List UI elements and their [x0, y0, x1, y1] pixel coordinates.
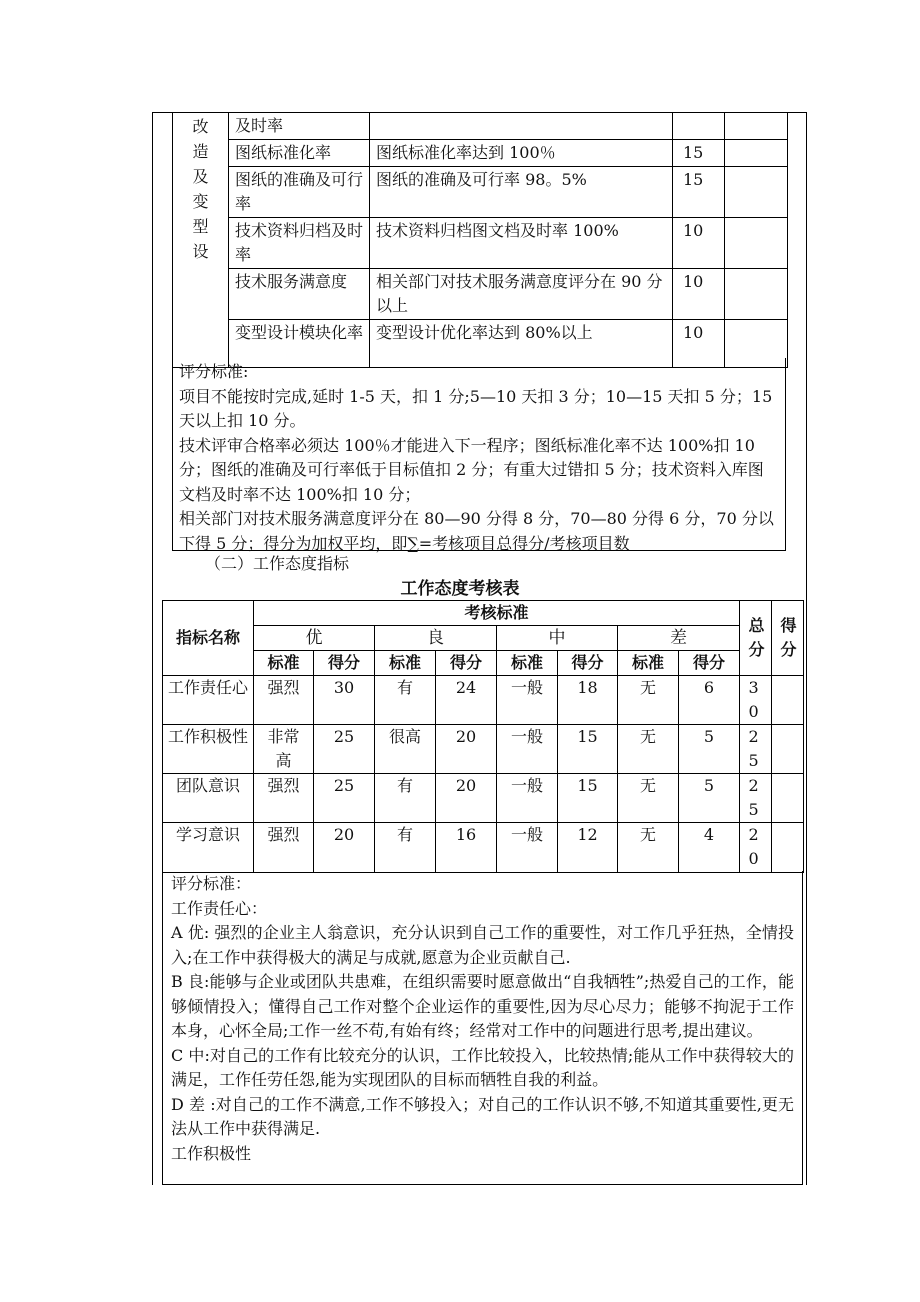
criteria-title: 评分标准:	[179, 362, 249, 381]
cell: 18	[558, 676, 618, 725]
cell: 强烈	[254, 823, 314, 873]
score-header-label: 得分	[780, 616, 797, 659]
level-row	[163, 626, 804, 651]
outer-border-left	[152, 112, 153, 551]
section-heading: （二）工作态度指标	[205, 554, 350, 573]
total-header-label: 总分	[748, 616, 765, 659]
score-header	[772, 601, 804, 676]
scoring-criteria-attitude	[162, 871, 803, 1185]
indicator-name: 技术服务满意度	[229, 269, 370, 320]
cell: 强烈	[254, 774, 314, 823]
level-excellent: 优	[254, 626, 375, 651]
criteria-paragraph: A 优: 强烈的企业主人翁意识，充分认识到自己工作的重要性，对工作几乎狂热，全情投入;在工作中获得极大的满足与成就,愿意为企业贡献自己.	[171, 923, 794, 967]
score-cell	[772, 725, 804, 774]
total-cell	[740, 774, 772, 823]
table-row	[163, 774, 804, 823]
score-cell	[772, 823, 804, 873]
cell: 一般	[497, 676, 558, 725]
cell: 无	[618, 725, 679, 774]
cell: 无	[618, 676, 679, 725]
category-label: 改造及变型设	[192, 117, 209, 261]
indicator-name: 团队意识	[163, 774, 254, 823]
indicator-name: 工作责任心	[163, 676, 254, 725]
indicator-name: 图纸标准化率	[229, 140, 370, 167]
header-row	[163, 601, 804, 626]
total-value: 20	[748, 825, 759, 868]
indicator-name: 技术资料归档及时率	[229, 218, 370, 269]
indicator-weight	[673, 113, 725, 140]
indicator-name: 学习意识	[163, 823, 254, 873]
total-cell	[740, 676, 772, 725]
table-row	[173, 113, 788, 140]
criteria-subtitle: 工作责任心：	[171, 898, 268, 918]
cell: 24	[436, 676, 497, 725]
indicator-weight: 10	[673, 218, 725, 269]
cell: 25	[314, 774, 375, 823]
outer-border-left-lower	[152, 551, 153, 1185]
indicator-standard	[370, 113, 673, 140]
indicator-score	[725, 218, 788, 269]
table-row	[173, 218, 788, 269]
cell: 5	[679, 774, 740, 823]
score-cell	[772, 676, 804, 725]
outer-border-top-right	[786, 112, 807, 113]
indicator-name: 工作积极性	[163, 725, 254, 774]
total-value: 25	[748, 776, 759, 819]
cell: 25	[314, 725, 375, 774]
indicator-score	[725, 269, 788, 320]
criteria-paragraph: C 中:对自己的工作有比较充分的认识，工作比较投入，比较热情;能从工作中获得较大的满足，工作任劳任怨,能为实现团队的目标而牺牲自我的利益。	[171, 1045, 794, 1089]
table-row	[163, 725, 804, 774]
cell-text: 非常高	[267, 727, 300, 770]
sub-score: 得分	[314, 651, 375, 676]
criteria-line: 相关部门对技术服务满意度评分在 80—90 分得 8 分，70—80 分得 6 分，70 分以下得 5 分；得分为加权平均，即∑=考核项目总得分/考核项目数	[179, 509, 774, 553]
indicator-standard: 相关部门对技术服务满意度评分在 90 分以上	[370, 269, 673, 320]
outer-border-right	[806, 112, 807, 551]
cell	[254, 725, 314, 774]
cell: 6	[679, 676, 740, 725]
table-row	[173, 269, 788, 320]
criteria-next-heading: 工作积极性	[171, 1143, 252, 1163]
criteria-line: 项目不能按时完成,延时 1-5 天，扣 1 分;5—10 天扣 3 分；10—15 天扣 5 分；15 天以上扣 10 分。	[179, 386, 773, 430]
subheader-row	[163, 651, 804, 676]
total-cell	[740, 725, 772, 774]
table-title: 工作态度考核表	[400, 579, 520, 599]
total-cell	[740, 823, 772, 873]
sub-score: 得分	[558, 651, 618, 676]
sub-score: 得分	[679, 651, 740, 676]
table-row	[173, 140, 788, 167]
indicator-name: 图纸的准确及可行率	[229, 167, 370, 218]
sub-standard: 标准	[375, 651, 436, 676]
cell: 有	[375, 676, 436, 725]
criteria-title: 评分标准：	[171, 874, 252, 893]
sub-standard: 标准	[497, 651, 558, 676]
level-poor: 差	[618, 626, 740, 651]
outer-border-right-lower	[806, 551, 807, 1185]
indicator-weight: 10	[673, 320, 725, 368]
indicator-score	[725, 140, 788, 167]
indicator-score	[725, 167, 788, 218]
level-good: 良	[375, 626, 497, 651]
cell: 5	[679, 725, 740, 774]
table-row	[163, 823, 804, 873]
sub-score: 得分	[436, 651, 497, 676]
indicator-standard: 图纸的准确及可行率 98。5%	[370, 167, 673, 218]
outer-border-top-left	[152, 112, 173, 113]
cell: 有	[375, 823, 436, 873]
cell: 无	[618, 774, 679, 823]
indicator-weight: 15	[673, 167, 725, 218]
criteria-paragraph: B 良:能够与企业或团队共患难，在组织需要时愿意做出“自我牺牲”;热爱自己的工作，能够倾情投入；懂得自己工作对整个企业运作的重要性,因为尽心尽力；能够不拘泥于工作本身，心怀全局;工作一丝不苟,有始有终；经常对工作中的问题进行思考,提出建议。	[171, 972, 794, 1040]
scoring-criteria-technical	[172, 358, 786, 551]
table-row	[173, 167, 788, 218]
indicator-name: 变型设计模块化率	[229, 320, 370, 368]
criteria-paragraph: D 差 :对自己的工作不满意,工作不够投入；对自己的工作认识不够,不知道其重要性,更无法从工作中获得满足.	[171, 1094, 794, 1138]
cell: 20	[436, 725, 497, 774]
cell: 一般	[497, 725, 558, 774]
total-header	[740, 601, 772, 676]
indicator-standard: 变型设计优化率达到 80%以上	[370, 320, 673, 368]
cell: 很高	[375, 725, 436, 774]
criteria-line: 技术评审合格率必须达 100％才能进入下一程序；图纸标准化率不达 100%扣 10 分；图纸的准确及可行率低于目标值扣 2 分；有重大过错扣 5 分；技术资料入库图文档及时率不达 100%扣 10 分；	[179, 435, 764, 504]
standard-group-header: 考核标准	[254, 601, 740, 626]
sub-standard: 标准	[618, 651, 679, 676]
technical-indicator-table	[172, 112, 788, 368]
cell: 无	[618, 823, 679, 873]
indicator-weight: 10	[673, 269, 725, 320]
table-row	[163, 676, 804, 725]
category-cell	[173, 113, 229, 368]
indicator-name-header: 指标名称	[163, 601, 254, 676]
cell: 有	[375, 774, 436, 823]
attitude-assessment-table	[162, 600, 804, 873]
indicator-standard: 技术资料归档图文档及时率 100%	[370, 218, 673, 269]
cell: 一般	[497, 774, 558, 823]
indicator-standard: 图纸标准化率达到 100％	[370, 140, 673, 167]
cell: 15	[558, 774, 618, 823]
cell: 30	[314, 676, 375, 725]
cell: 12	[558, 823, 618, 873]
sub-standard: 标准	[254, 651, 314, 676]
cell: 强烈	[254, 676, 314, 725]
indicator-weight: 15	[673, 140, 725, 167]
cell: 一般	[497, 823, 558, 873]
total-value: 25	[748, 727, 759, 770]
cell: 20	[436, 774, 497, 823]
cell: 15	[558, 725, 618, 774]
score-cell	[772, 774, 804, 823]
cell: 4	[679, 823, 740, 873]
level-average: 中	[497, 626, 618, 651]
total-value: 30	[748, 678, 759, 721]
indicator-name: 及时率	[229, 113, 370, 140]
cell: 20	[314, 823, 375, 873]
cell: 16	[436, 823, 497, 873]
indicator-score	[725, 113, 788, 140]
